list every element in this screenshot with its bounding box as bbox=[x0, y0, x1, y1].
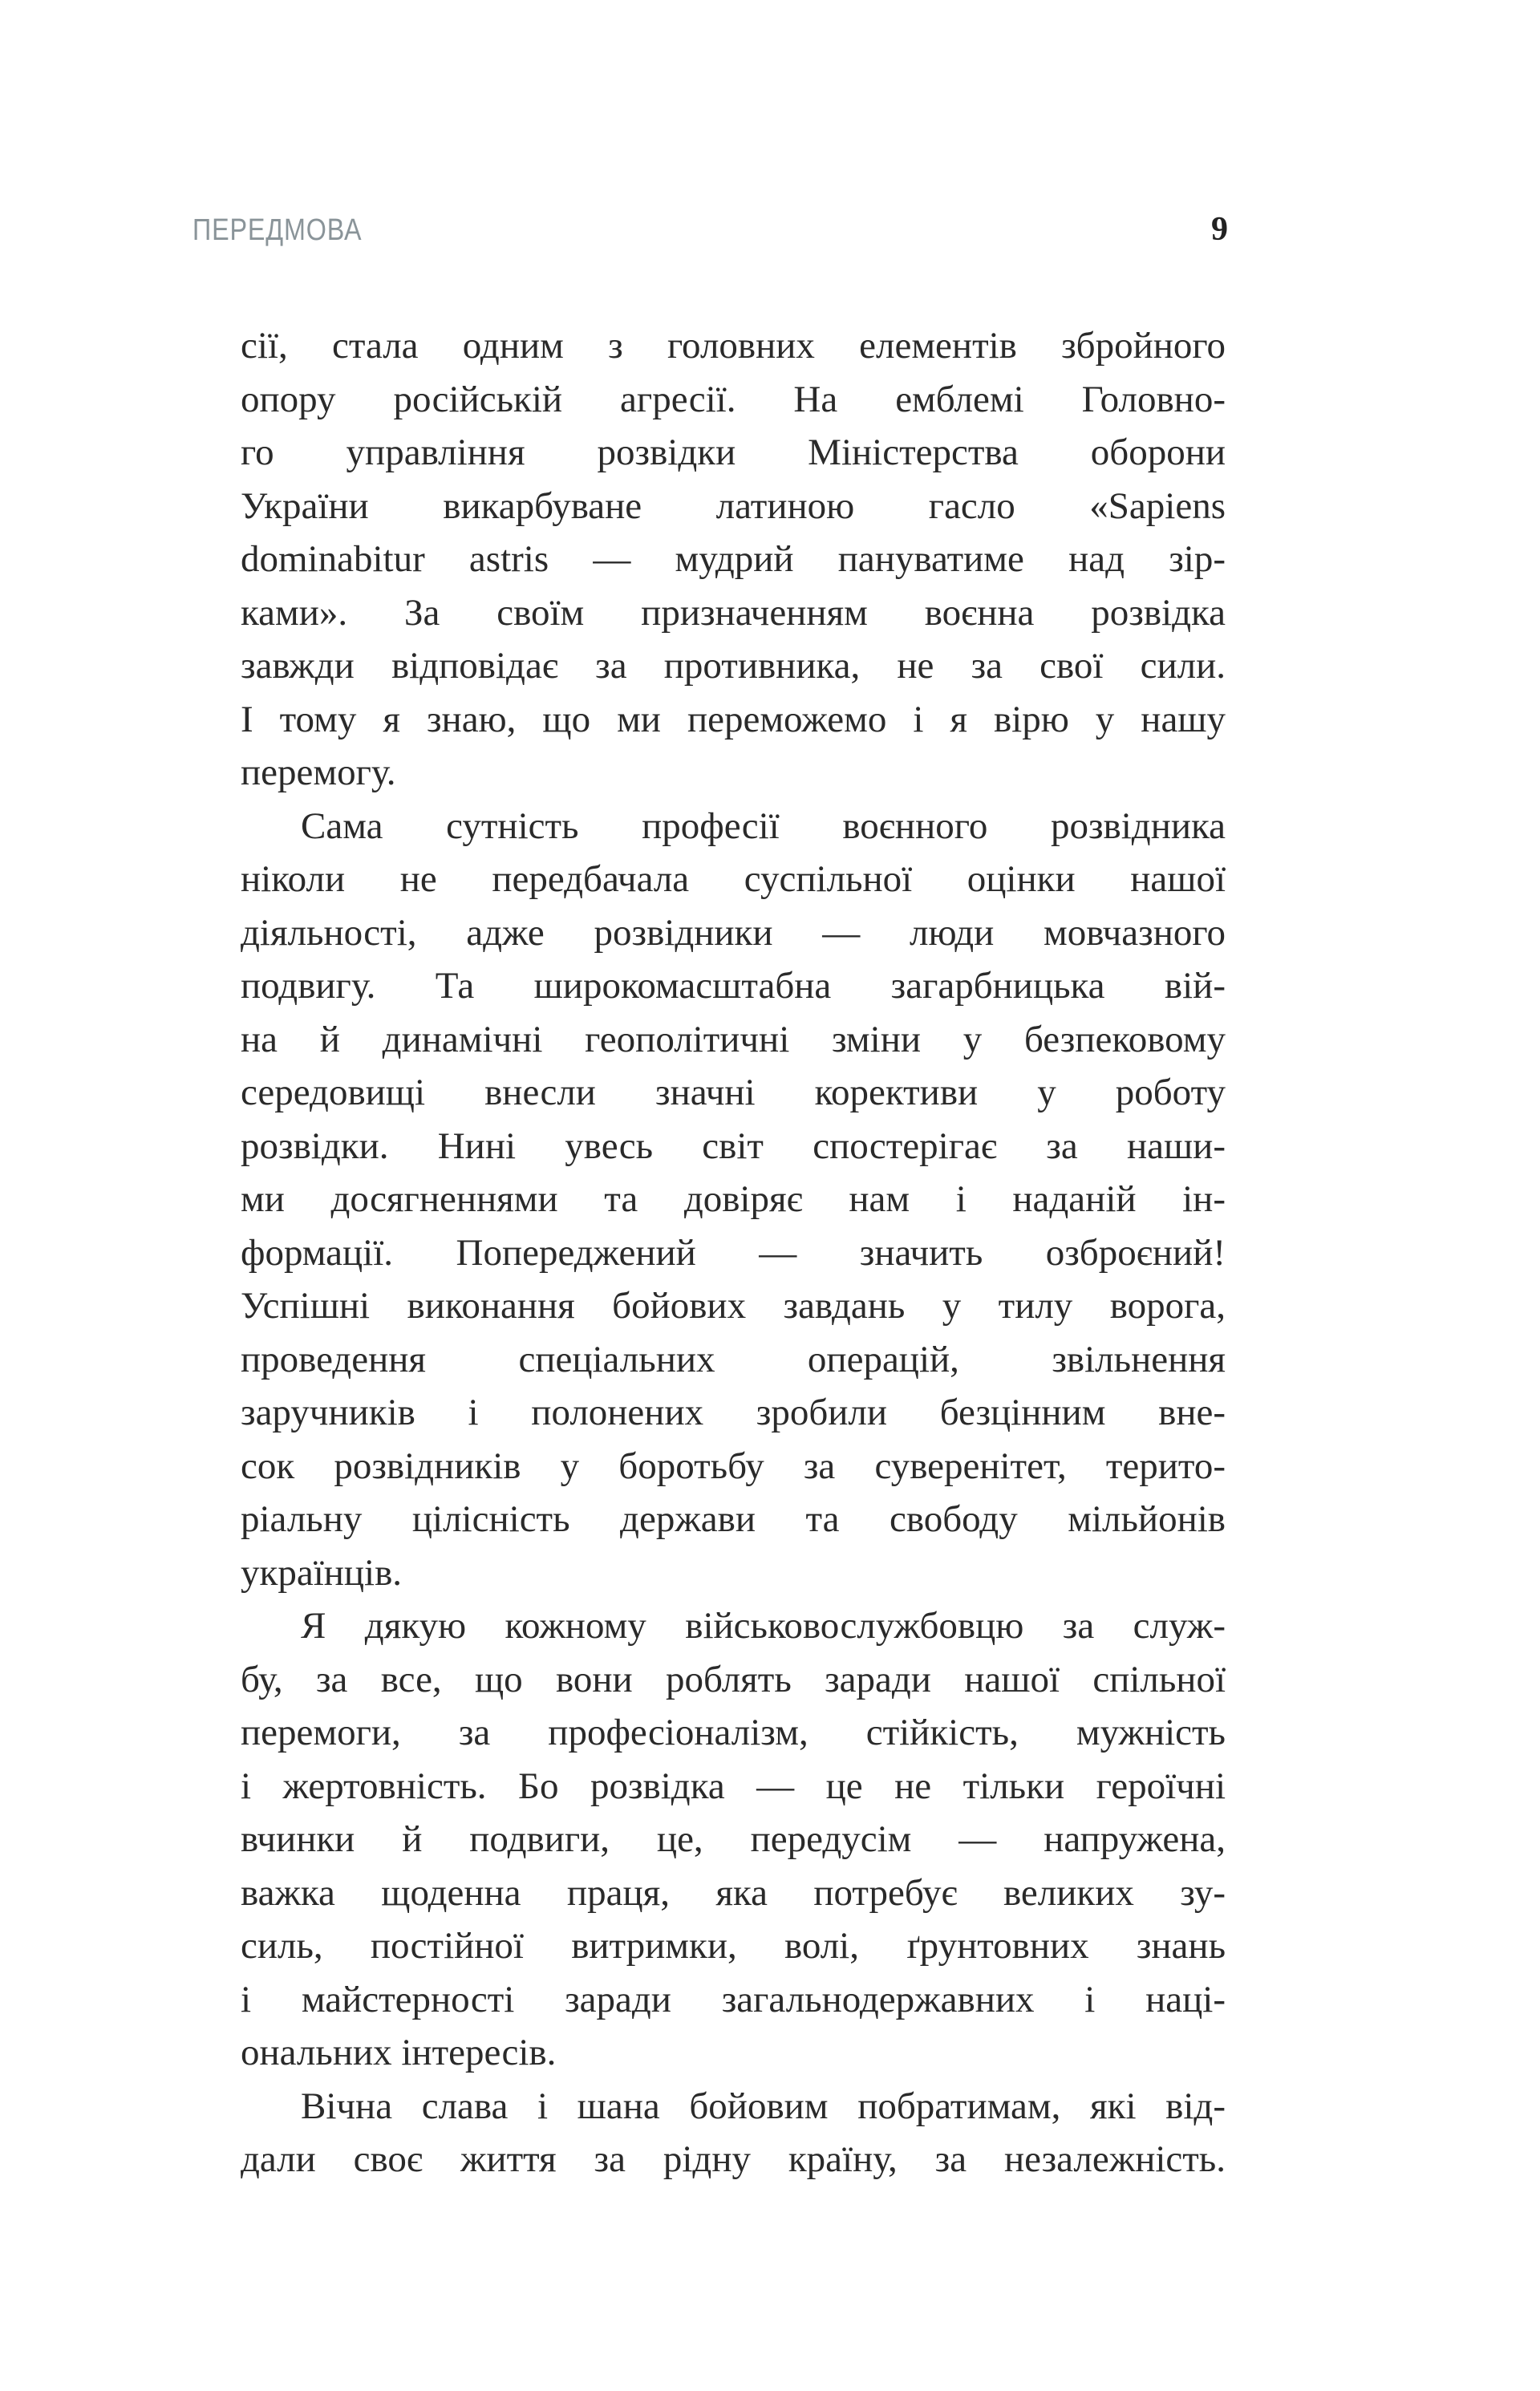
paragraph bbox=[241, 1599, 1226, 2080]
text-line: го управління розвідки Міністерства оборони bbox=[241, 432, 1226, 473]
text-line: ками». За своїм призначенням воєнна розвідка bbox=[241, 591, 1226, 634]
text-line: І тому я знаю, що ми переможемо і я вірю у нашу bbox=[241, 698, 1226, 740]
text-line: dominabitur astris — мудрий пануватиме над зір- bbox=[241, 538, 1226, 580]
text-line: середовищі внесли значні корективи у роботу bbox=[241, 1072, 1226, 1113]
text-line: Сама сутність професії воєнного розвідника bbox=[301, 804, 1226, 847]
text-line: заручників і полонених зробили безцінним внe- bbox=[241, 1392, 1226, 1433]
text-line: завжди відповідає за противника, не за свої сили. bbox=[241, 645, 1226, 687]
page-number: 9 bbox=[1211, 211, 1228, 248]
text-line: ональних інтересів. bbox=[241, 2032, 557, 2073]
text-line: розвідки. Нині увесь світ спостерігає за наши- bbox=[241, 1125, 1226, 1167]
text-line: і жертовність. Бо розвідка — це не тільки героїчні bbox=[241, 1765, 1226, 1807]
text-line: українців. bbox=[241, 1551, 403, 1594]
text-line: опору російській агресії. На емблемі Головно- bbox=[241, 378, 1226, 420]
text-line: ніколи не передбачала суспільної оцінки нашої bbox=[241, 858, 1226, 900]
running-head-section-title: ПЕРЕДМОВА bbox=[192, 213, 363, 247]
text-line: діяльності, адже розвідники — люди мовчазного bbox=[241, 911, 1226, 954]
text-line: вчинки й подвиги, це, передусім — напружена, bbox=[241, 1818, 1226, 1860]
body-text bbox=[241, 319, 1226, 2186]
text-line: на й динамічні геополітичні зміни у безпековому bbox=[241, 1018, 1226, 1060]
paragraph bbox=[241, 2080, 1226, 2186]
text-line: подвигу. Та широкомасштабна загарбницька вій- bbox=[241, 965, 1226, 1007]
text-line: важка щоденна праця, яка потребує великих зу- bbox=[241, 1871, 1226, 1914]
text-line: перемоги, за професіоналізм, стійкість, мужність bbox=[241, 1712, 1226, 1753]
paragraph bbox=[241, 319, 1226, 800]
text-line: Вічна слава і шана бойовим побратимам, які від- bbox=[301, 2085, 1226, 2127]
text-line: сок розвідників у боротьбу за суверенітет, терито- bbox=[241, 1445, 1226, 1487]
text-line: перемогу. bbox=[241, 752, 396, 793]
text-line: ріальну цілісність держави та свободу мільйонів bbox=[241, 1498, 1226, 1540]
text-line: формації. Попереджений — значить озброєний! bbox=[241, 1231, 1226, 1274]
text-line: ми досягненнями та довіряє нам і наданій ін- bbox=[241, 1178, 1226, 1220]
text-line: і майстерності заради загальнодержавних і наці- bbox=[241, 1978, 1226, 2020]
paragraph bbox=[241, 800, 1226, 1600]
text-line: бу, за все, що вони роблять заради нашої спільної bbox=[241, 1658, 1226, 1700]
text-line: проведення спеціальних операцій, звільнення bbox=[241, 1338, 1226, 1380]
text-line: Успішні виконання бойових завдань у тилу ворога, bbox=[241, 1285, 1226, 1327]
text-line: дали своє життя за рідну країну, за незалежність. bbox=[241, 2138, 1226, 2180]
text-line: Я дякую кожному військовослужбовцю за служ- bbox=[301, 1605, 1226, 1647]
text-line: України викарбуване латиною гасло «Sapiens bbox=[241, 484, 1226, 527]
text-line: силь, постійної витримки, волі, ґрунтовних знань bbox=[241, 1925, 1226, 1967]
text-line: сії, стала одним з головних елементів збройного bbox=[241, 325, 1226, 367]
